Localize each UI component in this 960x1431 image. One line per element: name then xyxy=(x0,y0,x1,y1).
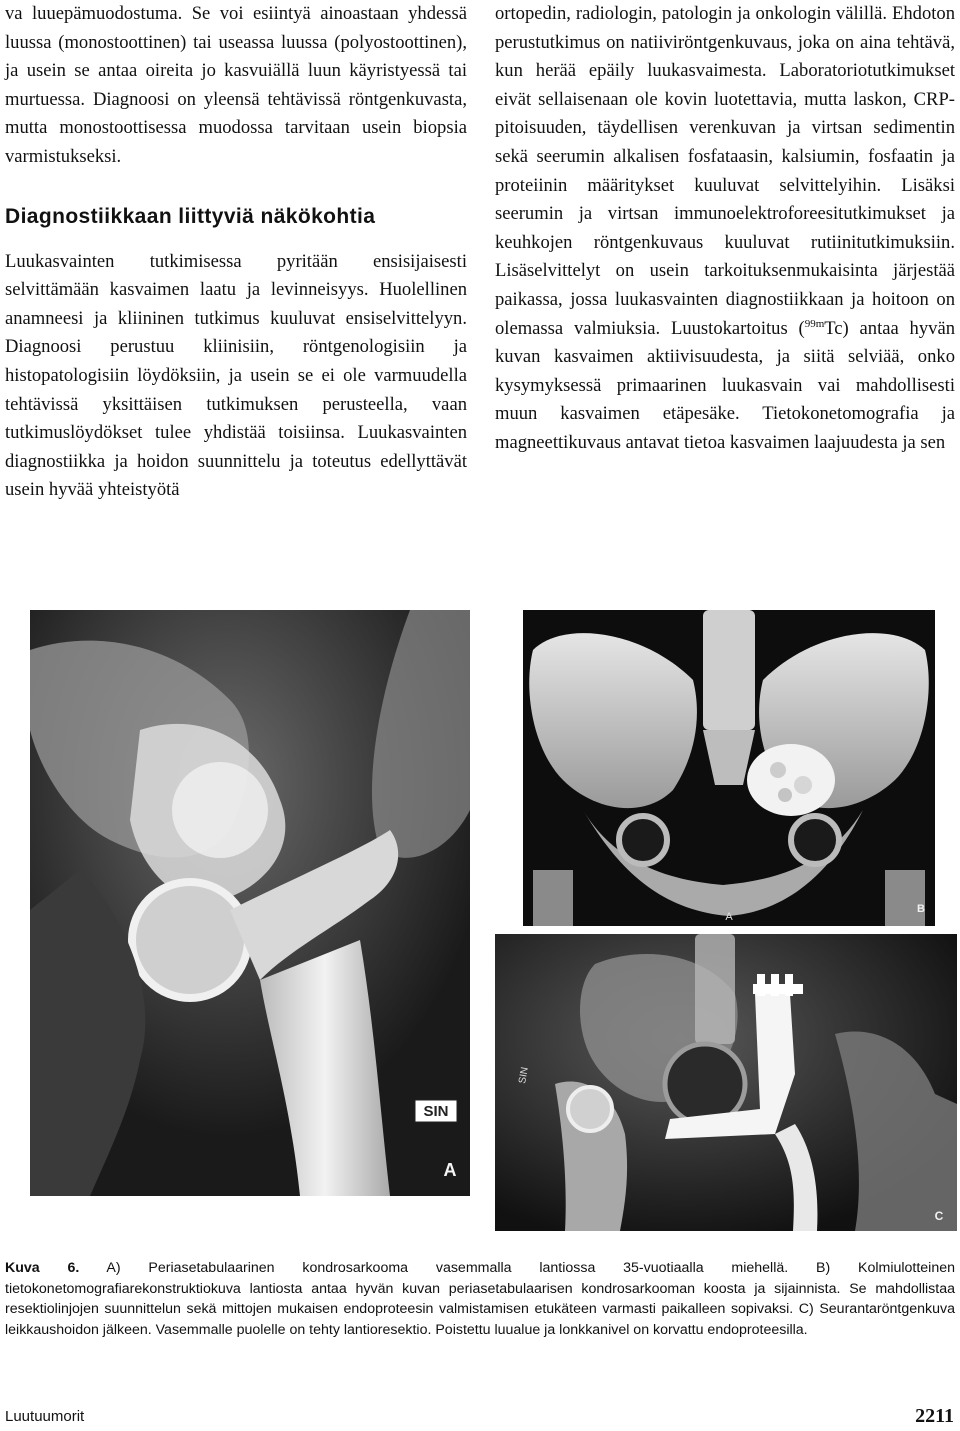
figure-b-letter: B xyxy=(917,903,925,915)
figure-c-image xyxy=(495,934,957,1231)
caption-label: Kuva 6. xyxy=(5,1260,80,1276)
figure-b-3d-ct-pelvis xyxy=(523,610,935,926)
isotope-superscript: 99m xyxy=(804,317,825,330)
figure-b-marker: A xyxy=(725,911,733,923)
figure-c-letter: C xyxy=(934,1209,944,1223)
right-paragraph-text-b: Tc) antaa hyvän kuvan kasvaimen aktiivisuudesta, ja siitä selviää, onko kysymyksessä primaarinen luukasvain vai mahdollisesti muun kasvaimen etäpesäke. Tietokonetomografia ja magneettikuvaus antavat tietoa kasvaimen laajuudesta ja sen xyxy=(495,317,955,453)
figure-a-image xyxy=(30,610,470,1196)
footer-page-number: 2211 xyxy=(915,1405,954,1427)
left-paragraph-1: va luuepämuodostuma. Se voi esiintyä ainoastaan yhdessä luussa (monostoottinen) tai useassa luussa (polyostoottinen), ja usein se antaa oireita jo kasvuiällä luun käyristyessä tai murtuessa. Diagnoosi on yleensä tehtävissä röntgenkuvasta, mutta monostoottisessa muodossa tarvitaan usein biopsia varmistukseksi. xyxy=(5,3,467,167)
figure-c-postop-xray xyxy=(495,934,957,1231)
right-paragraph-1 xyxy=(495,0,955,458)
footer-journal-section: Luutuumorit xyxy=(5,1408,85,1425)
left-text-column xyxy=(5,0,467,505)
left-paragraph-2: Luukasvainten tutkimisessa pyritään ensisijaisesti selvittämään kasvaimen laatu ja levinneisyys. Huolellinen anamneesi ja kliininen tutkimus kuuluvat ensiselvittelyyn. Diagnoosi perustuu kliinisiin, röntgenologisiin ja histopatologisiin löydöksiin, ja usein se ei ole varmuudella tehtävissä yksittäisen tutkimuksen perusteella, vaan tutkimuslöydökset tulee yhdistää toisiinsa. Luukasvainten diagnostiikka ja hoidon suunnittelu ja toteutus edellyttävät usein hyvää yhteistyötä xyxy=(5,250,467,501)
section-heading: Diagnostiikkaan liittyviä näkökohtia xyxy=(5,204,376,228)
figure-b-image xyxy=(523,610,935,926)
figure-caption xyxy=(5,1258,955,1340)
figure-a-letter: A xyxy=(443,1160,457,1180)
figure-a-marker: SIN xyxy=(423,1103,449,1120)
figure-a-hip-xray xyxy=(30,610,470,1196)
right-text-column xyxy=(495,0,955,458)
figure-c-marker: SIN xyxy=(517,1066,531,1085)
caption-text: A) Periasetabulaarinen kondrosarkooma vasemmalla lantiossa 35-vuotiaalla miehellä. B) Kolmiulotteinen tietokonetomografiarekonstruktiokuva lantiosta antaa hyvän kuvan periasetabulaarisen kondrosarkooman koosta ja sijainnista. Se mahdollistaa resektiolinjojen suunnittelun sekä mittojen mukaisen endoproteesin valmistamisen etukäteen varmasti paikalleen sopivaksi. C) Seurantaröntgenkuva leikkaushoidon jälkeen. Vasemmalle puolelle on tehty lantioresektio. Poistettu luualue ja lonkkanivel on korvattu endoproteesilla. xyxy=(5,1260,956,1338)
right-paragraph-text-a: ortopedin, radiologin, patologin ja onkologin välillä. Ehdoton perustutkimus on natiiviröntgenkuvaus, joka on aina tehtävä, kun herää epäily luukasvaimesta. Laboratoriotutkimukset eivät sellaisenaan ole kovin luotettavia, mutta laskon, CRP-pitoisuuden, täydellisen verenkuvan ja virtsan sedimentin sekä seerumin alkalisen fosfataasin, kalsiumin, fosfaatin ja proteiinin määritykset kuuluvat selvittelyihin. Lisäksi seerumin ja virtsan immunoelektroforeesitutkimukset ja keuhkojen röntgenkuvaus kuuluvat rutiinitutkimuksiin. Lisäselvittelyt on usein tarkoituksenmukaisinta järjestää paikassa, jossa luukasvainten diagnostiikkaan ja hoitoon on olemassa valmiuksia. Luustokartoitus ( xyxy=(495,3,955,339)
